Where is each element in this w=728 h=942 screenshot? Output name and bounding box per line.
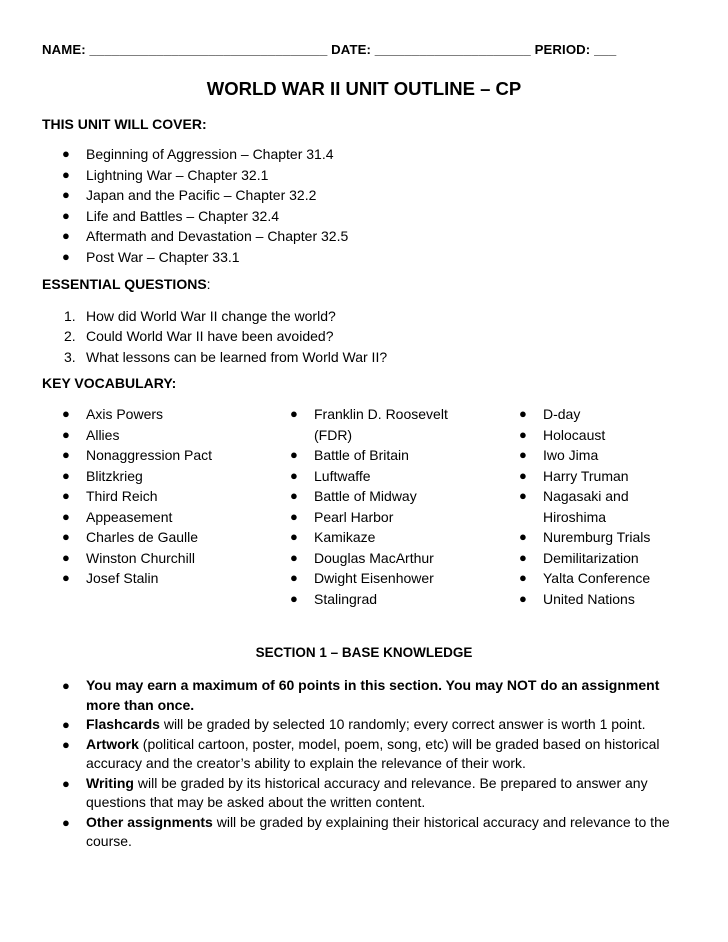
bullet-icon: ●: [62, 775, 70, 791]
list-item: ● Nonaggression Pact: [62, 445, 262, 466]
bullet-icon: ●: [519, 549, 527, 565]
list-item: 1. How did World War II change the world?: [64, 308, 336, 324]
name-blank: ________________________________: [89, 42, 328, 57]
list-item: ● D-day: [519, 404, 699, 425]
section-1-title: SECTION 1 – BASE KNOWLEDGE: [255, 645, 473, 660]
list-item: ● Appeasement: [62, 507, 262, 528]
vocab-column-3: [519, 404, 699, 609]
list-item: ● Lightning War – Chapter 32.1: [62, 165, 348, 186]
list-item: ● Battle of Britain: [290, 445, 470, 466]
list-item: ● Writing will be graded by its historical accuracy and relevance. Be prepared to answer any questions that may be asked about the written content.: [62, 774, 648, 810]
bullet-icon: ●: [519, 488, 527, 503]
list-item: ● You may earn a maximum of 60 points in this section. You may NOT do an assignment more than once.: [62, 677, 660, 713]
list-item: ● Iwo Jima: [519, 445, 699, 466]
period-blank: ___: [594, 42, 617, 57]
list-item: ● Charles de Gaulle: [62, 527, 262, 548]
unit-cover-label: THIS UNIT WILL COVER:: [42, 116, 207, 132]
bullet-icon: ●: [62, 228, 70, 243]
bullet-icon: ●: [290, 467, 298, 483]
bullet-icon: ●: [290, 529, 298, 544]
bullet-icon: ●: [62, 426, 70, 442]
list-item: ● Douglas MacArthur: [290, 548, 470, 569]
bullet-icon: ●: [62, 488, 70, 503]
list-item: ● Pearl Harbor: [290, 507, 470, 528]
bullet-icon: ●: [62, 549, 70, 565]
list-item: ● Allies: [62, 425, 262, 446]
bullet-icon: ●: [519, 467, 527, 483]
bullet-icon: ●: [290, 508, 298, 524]
bullet-icon: ●: [62, 529, 70, 544]
list-item: ● Yalta Conference: [519, 568, 699, 589]
list-item: ● United Nations: [519, 589, 699, 610]
bullet-icon: ●: [290, 488, 298, 503]
bullet-icon: ●: [62, 166, 70, 182]
list-item: ● Japan and the Pacific – Chapter 32.2: [62, 185, 348, 206]
essential-questions-list: [64, 306, 387, 367]
list-item: ● Battle of Midway: [290, 486, 470, 507]
essential-questions-label: ESSENTIAL QUESTIONS:: [42, 276, 211, 292]
list-item: ● Beginning of Aggression – Chapter 31.4: [62, 144, 348, 165]
list-item: ● Stalingrad: [290, 589, 470, 610]
bullet-icon: ●: [62, 736, 70, 752]
bullet-icon: ●: [62, 467, 70, 483]
bullet-icon: ●: [62, 248, 70, 264]
list-item: ● Aftermath and Devastation – Chapter 32.5: [62, 226, 348, 247]
key-vocabulary-label: KEY VOCABULARY:: [42, 375, 177, 391]
list-item: ● Flashcards will be graded by selected 10 randomly; every correct answer is worth 1 point.: [62, 715, 692, 735]
list-item: ● Luftwaffe: [290, 466, 470, 487]
date-label: DATE:: [331, 42, 371, 57]
bullet-icon: ●: [519, 590, 527, 606]
header-line: [42, 42, 616, 57]
list-item: ● Winston Churchill: [62, 548, 262, 569]
list-item: 3. What lessons can be learned from World War II?: [64, 348, 388, 365]
list-item: ● Nagasaki and Hiroshima: [519, 488, 629, 525]
list-item: ● Other assignments will be graded by explaining their historical accuracy and relevance to the course.: [62, 813, 670, 849]
bullet-icon: ●: [62, 207, 70, 223]
list-item: ● Kamikaze: [290, 527, 470, 548]
list-item: ● Nuremburg Trials: [519, 527, 699, 548]
list-item: ● Third Reich: [62, 486, 262, 507]
list-item: ● Holocaust: [519, 425, 699, 446]
bullet-icon: ●: [290, 549, 298, 565]
list-item: ● Life and Battles – Chapter 32.4: [62, 206, 348, 227]
period-label: PERIOD:: [534, 42, 591, 57]
list-item: ● Harry Truman: [519, 466, 699, 487]
name-label: NAME:: [42, 42, 86, 57]
bullet-icon: ●: [62, 447, 70, 462]
list-item: ● Blitzkrieg: [62, 466, 262, 487]
bullet-icon: ●: [62, 406, 70, 421]
bullet-icon: ●: [519, 426, 527, 442]
bullet-icon: ●: [62, 814, 70, 830]
bullet-icon: ●: [62, 146, 70, 161]
list-item: ● Dwight Eisenhower: [290, 568, 470, 589]
date-blank: _____________________: [374, 42, 531, 57]
bullet-icon: ●: [290, 570, 298, 585]
page-title: WORLD WAR II UNIT OUTLINE – CP: [206, 78, 522, 99]
bullet-icon: ●: [62, 717, 70, 732]
bullet-icon: ●: [290, 447, 298, 462]
list-item: ● Demilitarization: [519, 548, 699, 569]
bullet-icon: ●: [62, 678, 70, 693]
vocab-column-1: [62, 404, 262, 589]
list-item: ● Josef Stalin: [62, 568, 262, 589]
list-item: ● Axis Powers: [62, 404, 262, 425]
vocab-column-2: [290, 404, 470, 609]
bullet-icon: ●: [519, 529, 527, 544]
list-item: ● Franklin D. Roosevelt (FDR): [290, 406, 448, 443]
bullet-icon: ●: [290, 406, 298, 421]
bullet-icon: ●: [62, 508, 70, 524]
bullet-icon: ●: [519, 570, 527, 585]
bullet-icon: ●: [519, 447, 527, 462]
list-item: ● Artwork (political cartoon, poster, model, poem, song, etc) will be graded based on historical accuracy and the creator’s ability to explain the relevance of their work.: [62, 735, 660, 771]
section-1-rules-list: [62, 676, 692, 852]
list-item: ● Post War – Chapter 33.1: [62, 247, 348, 268]
bullet-icon: ●: [62, 570, 70, 585]
bullet-icon: ●: [290, 590, 298, 606]
unit-cover-list: [62, 144, 348, 267]
bullet-icon: ●: [62, 187, 70, 202]
bullet-icon: ●: [519, 406, 527, 421]
list-item: 2. Could World War II have been avoided?: [64, 328, 334, 345]
